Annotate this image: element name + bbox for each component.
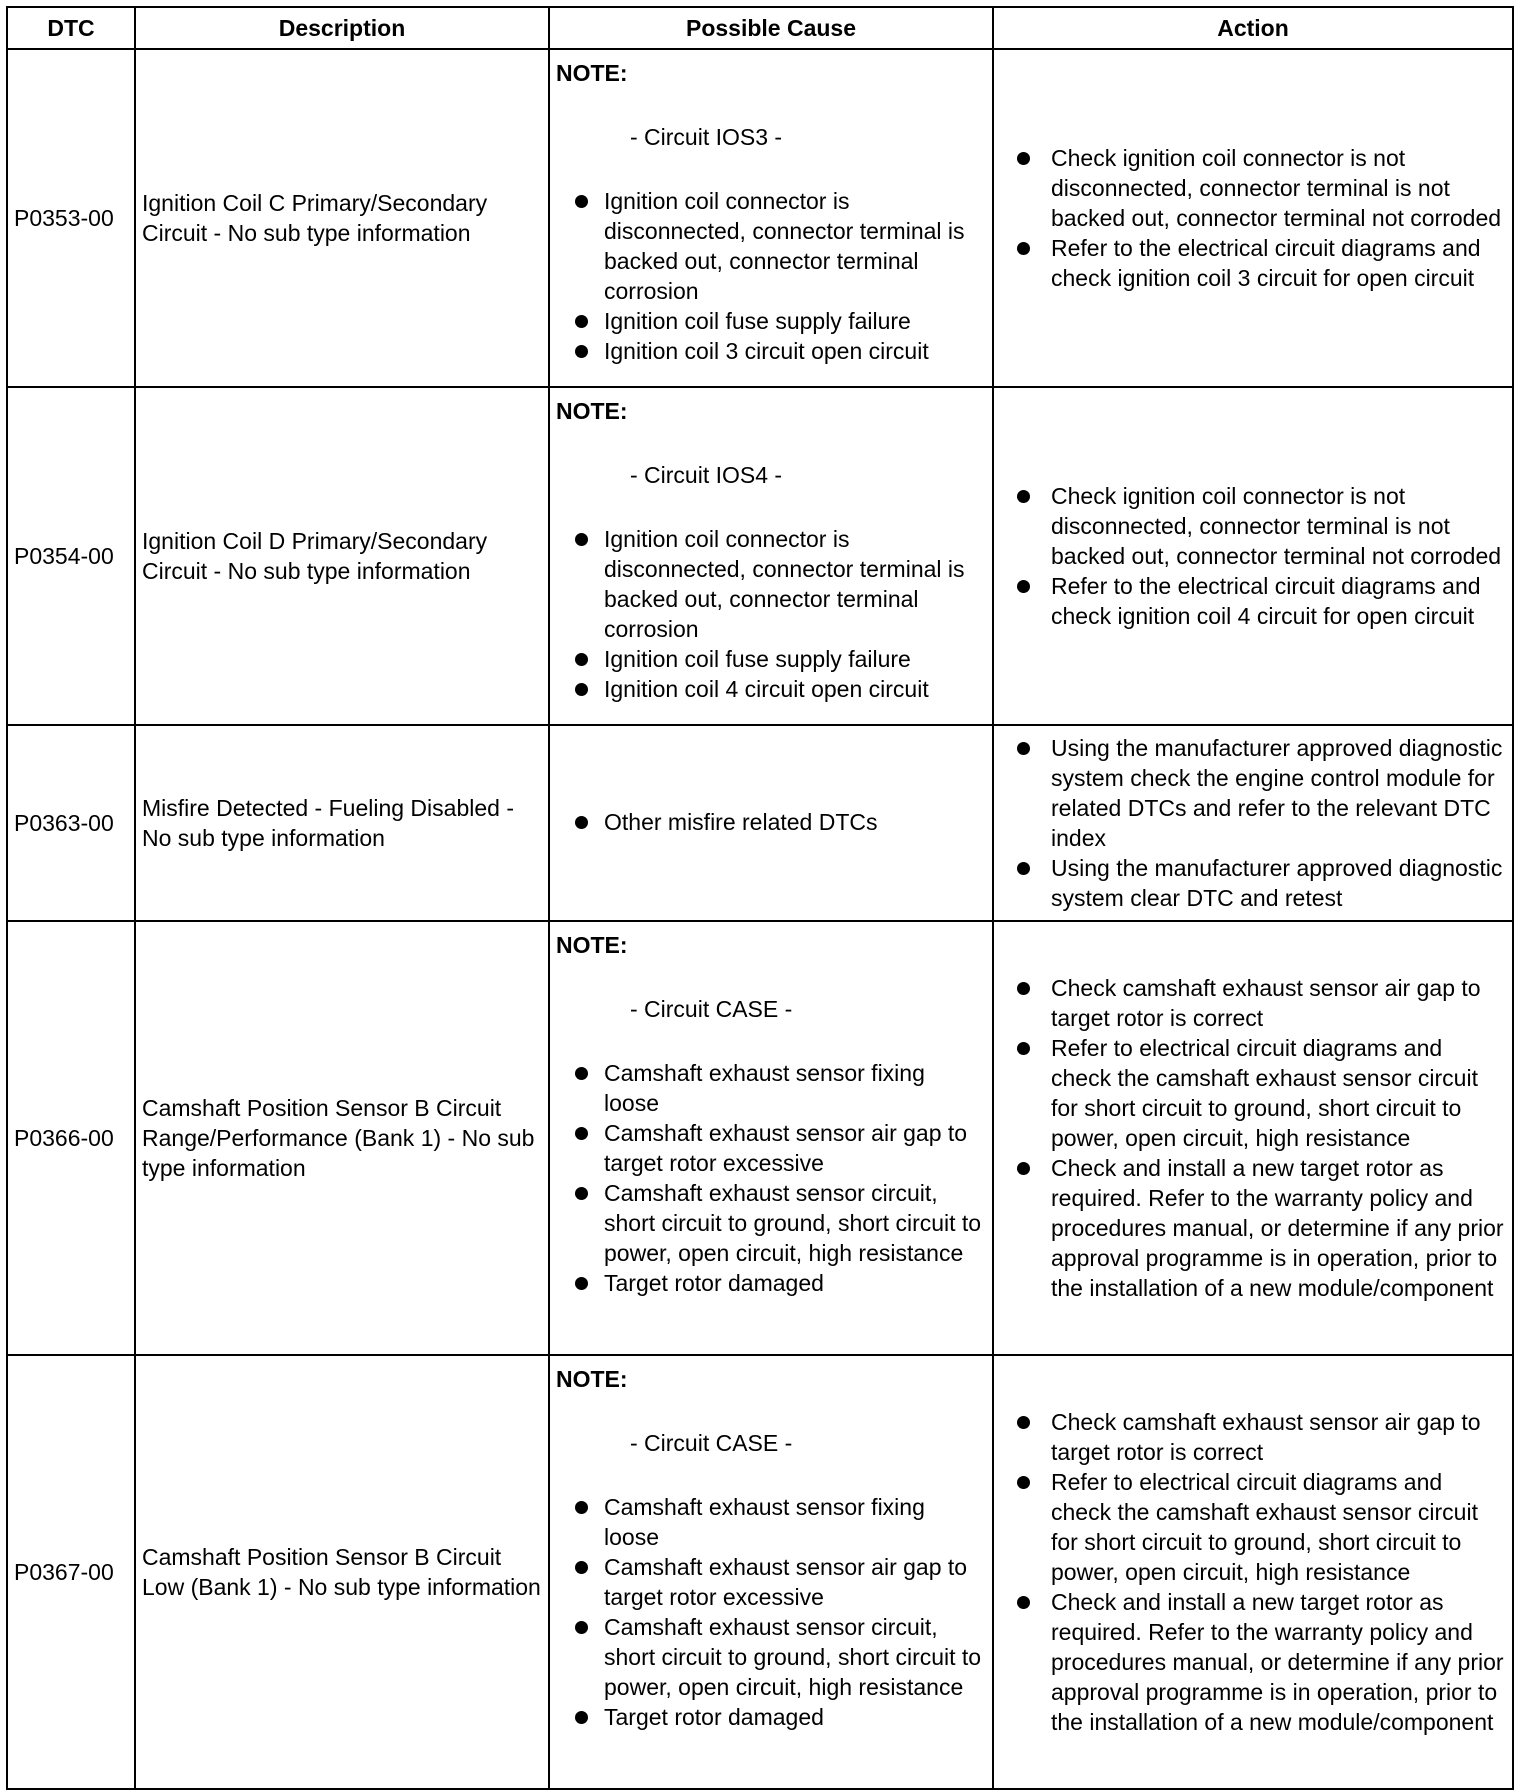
list-item: Ignition coil 3 circuit open circuit	[556, 336, 986, 366]
action-list	[1014, 143, 1504, 293]
action-cell	[993, 1355, 1513, 1789]
dtc-code: P0367-00	[7, 1355, 135, 1789]
table-row	[7, 1355, 1513, 1789]
list-item: Ignition coil connector is disconnected, connector terminal is backed out, connector terminal corrosion	[556, 186, 986, 306]
table-row	[7, 725, 1513, 921]
action-cell	[993, 49, 1513, 387]
action-list	[1014, 481, 1504, 631]
list-item: Ignition coil fuse supply failure	[556, 644, 986, 674]
list-item: Check camshaft exhaust sensor air gap to target rotor is correct	[1014, 973, 1504, 1033]
note-label: NOTE:	[556, 60, 628, 86]
header-dtc: DTC	[7, 7, 135, 49]
dtc-description: Misfire Detected - Fueling Disabled - No sub type information	[135, 725, 549, 921]
dtc-code: P0354-00	[7, 387, 135, 725]
cause-list	[556, 1492, 986, 1732]
list-item: Ignition coil fuse supply failure	[556, 306, 986, 336]
circuit-label: - Circuit CASE -	[630, 996, 793, 1022]
possible-cause-cell	[549, 921, 993, 1355]
list-item: Refer to the electrical circuit diagrams and check ignition coil 4 circuit for open circuit	[1014, 571, 1504, 631]
list-item: Check and install a new target rotor as required. Refer to the warranty policy and procedures manual, or determine if any prior approval programme is in operation, prior to the installation of a new module/component	[1014, 1587, 1504, 1737]
list-item: Target rotor damaged	[556, 1268, 986, 1298]
dtc-code: P0353-00	[7, 49, 135, 387]
list-item: Refer to the electrical circuit diagrams and check ignition coil 3 circuit for open circuit	[1014, 233, 1504, 293]
header-action: Action	[993, 7, 1513, 49]
possible-cause-cell	[549, 725, 993, 921]
circuit-label: - Circuit IOS3 -	[630, 124, 783, 150]
dtc-table	[6, 6, 1514, 1790]
circuit-label: - Circuit IOS4 -	[630, 462, 783, 488]
table-row	[7, 921, 1513, 1355]
action-list	[1014, 1407, 1504, 1737]
action-cell	[993, 725, 1513, 921]
header-row	[7, 7, 1513, 49]
list-item: Other misfire related DTCs	[556, 807, 986, 837]
note-label: NOTE:	[556, 932, 628, 958]
possible-cause-cell	[549, 49, 993, 387]
list-item: Camshaft exhaust sensor circuit, short circuit to ground, short circuit to power, open circuit, high resistance	[556, 1178, 986, 1268]
dtc-document	[6, 6, 1514, 1790]
list-item: Using the manufacturer approved diagnostic system check the engine control module for related DTCs and refer to the relevant DTC index	[1014, 733, 1504, 853]
list-item: Check camshaft exhaust sensor air gap to target rotor is correct	[1014, 1407, 1504, 1467]
circuit-label: - Circuit CASE -	[630, 1430, 793, 1456]
note-label: NOTE:	[556, 398, 628, 424]
list-item: Check ignition coil connector is not disconnected, connector terminal is not backed out, connector terminal not corroded	[1014, 481, 1504, 571]
action-list	[1014, 973, 1504, 1303]
dtc-description: Camshaft Position Sensor B Circuit Low (Bank 1) - No sub type information	[135, 1355, 549, 1789]
list-item: Target rotor damaged	[556, 1702, 986, 1732]
list-item: Refer to electrical circuit diagrams and check the camshaft exhaust sensor circuit for short circuit to ground, short circuit to power, open circuit, high resistance	[1014, 1467, 1504, 1587]
list-item: Ignition coil connector is disconnected, connector terminal is backed out, connector terminal corrosion	[556, 524, 986, 644]
list-item: Camshaft exhaust sensor air gap to target rotor excessive	[556, 1118, 986, 1178]
note-label: NOTE:	[556, 1366, 628, 1392]
list-item: Ignition coil 4 circuit open circuit	[556, 674, 986, 704]
dtc-description: Camshaft Position Sensor B Circuit Range/Performance (Bank 1) - No sub type information	[135, 921, 549, 1355]
cause-list	[556, 1058, 986, 1298]
list-item: Using the manufacturer approved diagnostic system clear DTC and retest	[1014, 853, 1504, 913]
list-item: Camshaft exhaust sensor air gap to target rotor excessive	[556, 1552, 986, 1612]
list-item: Refer to electrical circuit diagrams and check the camshaft exhaust sensor circuit for short circuit to ground, short circuit to power, open circuit, high resistance	[1014, 1033, 1504, 1153]
action-cell	[993, 921, 1513, 1355]
action-cell	[993, 387, 1513, 725]
dtc-description: Ignition Coil C Primary/Secondary Circuit - No sub type information	[135, 49, 549, 387]
dtc-code: P0366-00	[7, 921, 135, 1355]
list-item: Camshaft exhaust sensor fixing loose	[556, 1058, 986, 1118]
cause-list	[556, 186, 986, 366]
possible-cause-cell	[549, 1355, 993, 1789]
list-item: Check ignition coil connector is not disconnected, connector terminal is not backed out, connector terminal not corroded	[1014, 143, 1504, 233]
dtc-description: Ignition Coil D Primary/Secondary Circuit - No sub type information	[135, 387, 549, 725]
dtc-code: P0363-00	[7, 725, 135, 921]
list-item: Check and install a new target rotor as required. Refer to the warranty policy and procedures manual, or determine if any prior approval programme is in operation, prior to the installation of a new module/component	[1014, 1153, 1504, 1303]
header-possible-cause: Possible Cause	[549, 7, 993, 49]
cause-list	[556, 524, 986, 704]
table-row	[7, 49, 1513, 387]
action-list	[1014, 733, 1504, 913]
list-item: Camshaft exhaust sensor circuit, short circuit to ground, short circuit to power, open circuit, high resistance	[556, 1612, 986, 1702]
header-description: Description	[135, 7, 549, 49]
cause-list	[556, 807, 986, 837]
possible-cause-cell	[549, 387, 993, 725]
table-row	[7, 387, 1513, 725]
list-item: Camshaft exhaust sensor fixing loose	[556, 1492, 986, 1552]
